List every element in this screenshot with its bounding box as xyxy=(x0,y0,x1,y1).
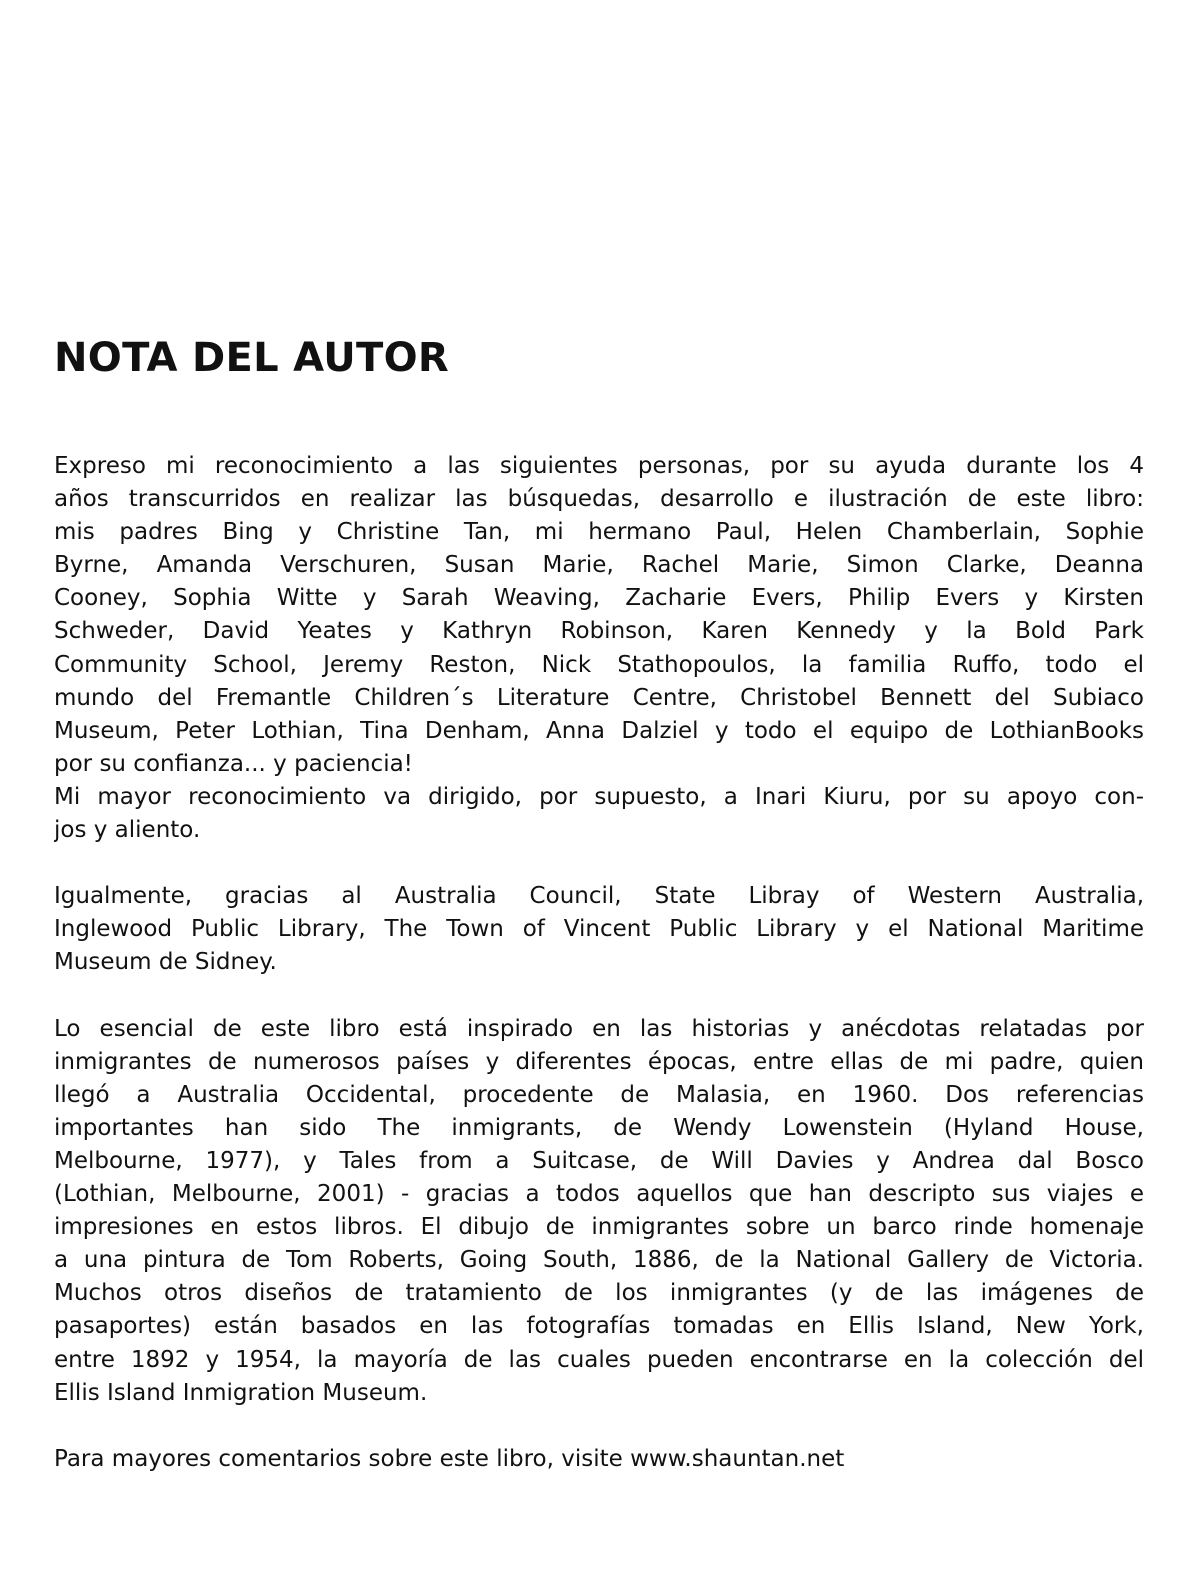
text-line: Lo esencial de este libro está inspirado en las historias y anécdotas relatadas por xyxy=(54,1015,1144,1042)
text-line: impresiones en estos libros. El dibujo de inmigrantes sobre un barco rinde homenaje xyxy=(54,1214,1144,1241)
text-line: Schweder, David Yeates y Kathryn Robinson, Karen Kennedy y la Bold Park xyxy=(54,618,1144,645)
text-line: importantes han sido The inmigrants, de Wendy Lowenstein (Hyland House, xyxy=(54,1114,1144,1141)
text-line: Igualmente, gracias al Australia Council, State Libray of Western Australia, xyxy=(54,883,1144,910)
text-line: entre 1892 y 1954, la mayoría de las cuales pueden encontrarse en la colección del xyxy=(54,1346,1144,1373)
text-line: Museum, Peter Lothian, Tina Denham, Anna Dalziel y todo el equipo de LothianBooks xyxy=(54,717,1144,744)
text-line: llegó a Australia Occidental, procedente de Malasia, en 1960. Dos referencias xyxy=(54,1081,1144,1108)
text-line: mundo del Fremantle Children´s Literature Centre, Christobel Bennett del Subiaco xyxy=(54,684,1144,711)
document-page xyxy=(54,0,1144,1570)
text-line: por su confianza... y paciencia! xyxy=(54,750,413,777)
text-line: Ellis Island Inmigration Museum. xyxy=(54,1379,428,1406)
sources-paragraph xyxy=(54,1013,1144,1410)
text-line: Para mayores comentarios sobre este libro, visite www.shauntan.net xyxy=(54,1445,845,1472)
text-line: Melbourne, 1977), y Tales from a Suitcase, de Will Davies y Andrea dal Bosco xyxy=(54,1147,1144,1174)
acknowledgements-paragraph xyxy=(54,450,1144,781)
main-acknowledgement-paragraph xyxy=(54,781,1144,847)
text-line: Community School, Jeremy Reston, Nick Stathopoulos, la familia Ruffo, todo el xyxy=(54,651,1144,678)
text-line: Muchos otros diseños de tratamiento de los inmigrantes (y de las imágenes de xyxy=(54,1280,1144,1307)
website-paragraph xyxy=(54,1443,1144,1476)
text-line: años transcurridos en realizar las búsquedas, desarrollo e ilustración de este libro: xyxy=(54,486,1144,513)
text-line: mis padres Bing y Christine Tan, mi hermano Paul, Helen Chamberlain, Sophie xyxy=(54,519,1144,546)
text-line: Cooney, Sophia Witte y Sarah Weaving, Zacharie Evers, Philip Evers y Kirsten xyxy=(54,585,1144,612)
institutions-paragraph xyxy=(54,880,1144,979)
text-line: jos y aliento. xyxy=(54,817,201,844)
page-title: NOTA DEL AUTOR xyxy=(54,335,449,381)
document-body xyxy=(54,450,1144,1476)
text-line: Inglewood Public Library, The Town of Vincent Public Library y el National Maritime xyxy=(54,916,1144,943)
text-line: pasaportes) están basados en las fotografías tomadas en Ellis Island, New York, xyxy=(54,1313,1144,1340)
text-line: Mi mayor reconocimiento va dirigido, por supuesto, a Inari Kiuru, por su apoyo con- xyxy=(54,783,1144,810)
text-line: (Lothian, Melbourne, 2001) - gracias a todos aquellos que han descripto sus viajes e xyxy=(54,1181,1144,1208)
text-line: a una pintura de Tom Roberts, Going South, 1886, de la National Gallery de Victoria. xyxy=(54,1247,1144,1274)
text-line: Museum de Sidney. xyxy=(54,949,277,976)
text-line: Expreso mi reconocimiento a las siguientes personas, por su ayuda durante los 4 xyxy=(54,453,1144,479)
text-line: Byrne, Amanda Verschuren, Susan Marie, Rachel Marie, Simon Clarke, Deanna xyxy=(54,552,1144,579)
text-line: inmigrantes de numerosos países y diferentes épocas, entre ellas de mi padre, quien xyxy=(54,1048,1144,1075)
